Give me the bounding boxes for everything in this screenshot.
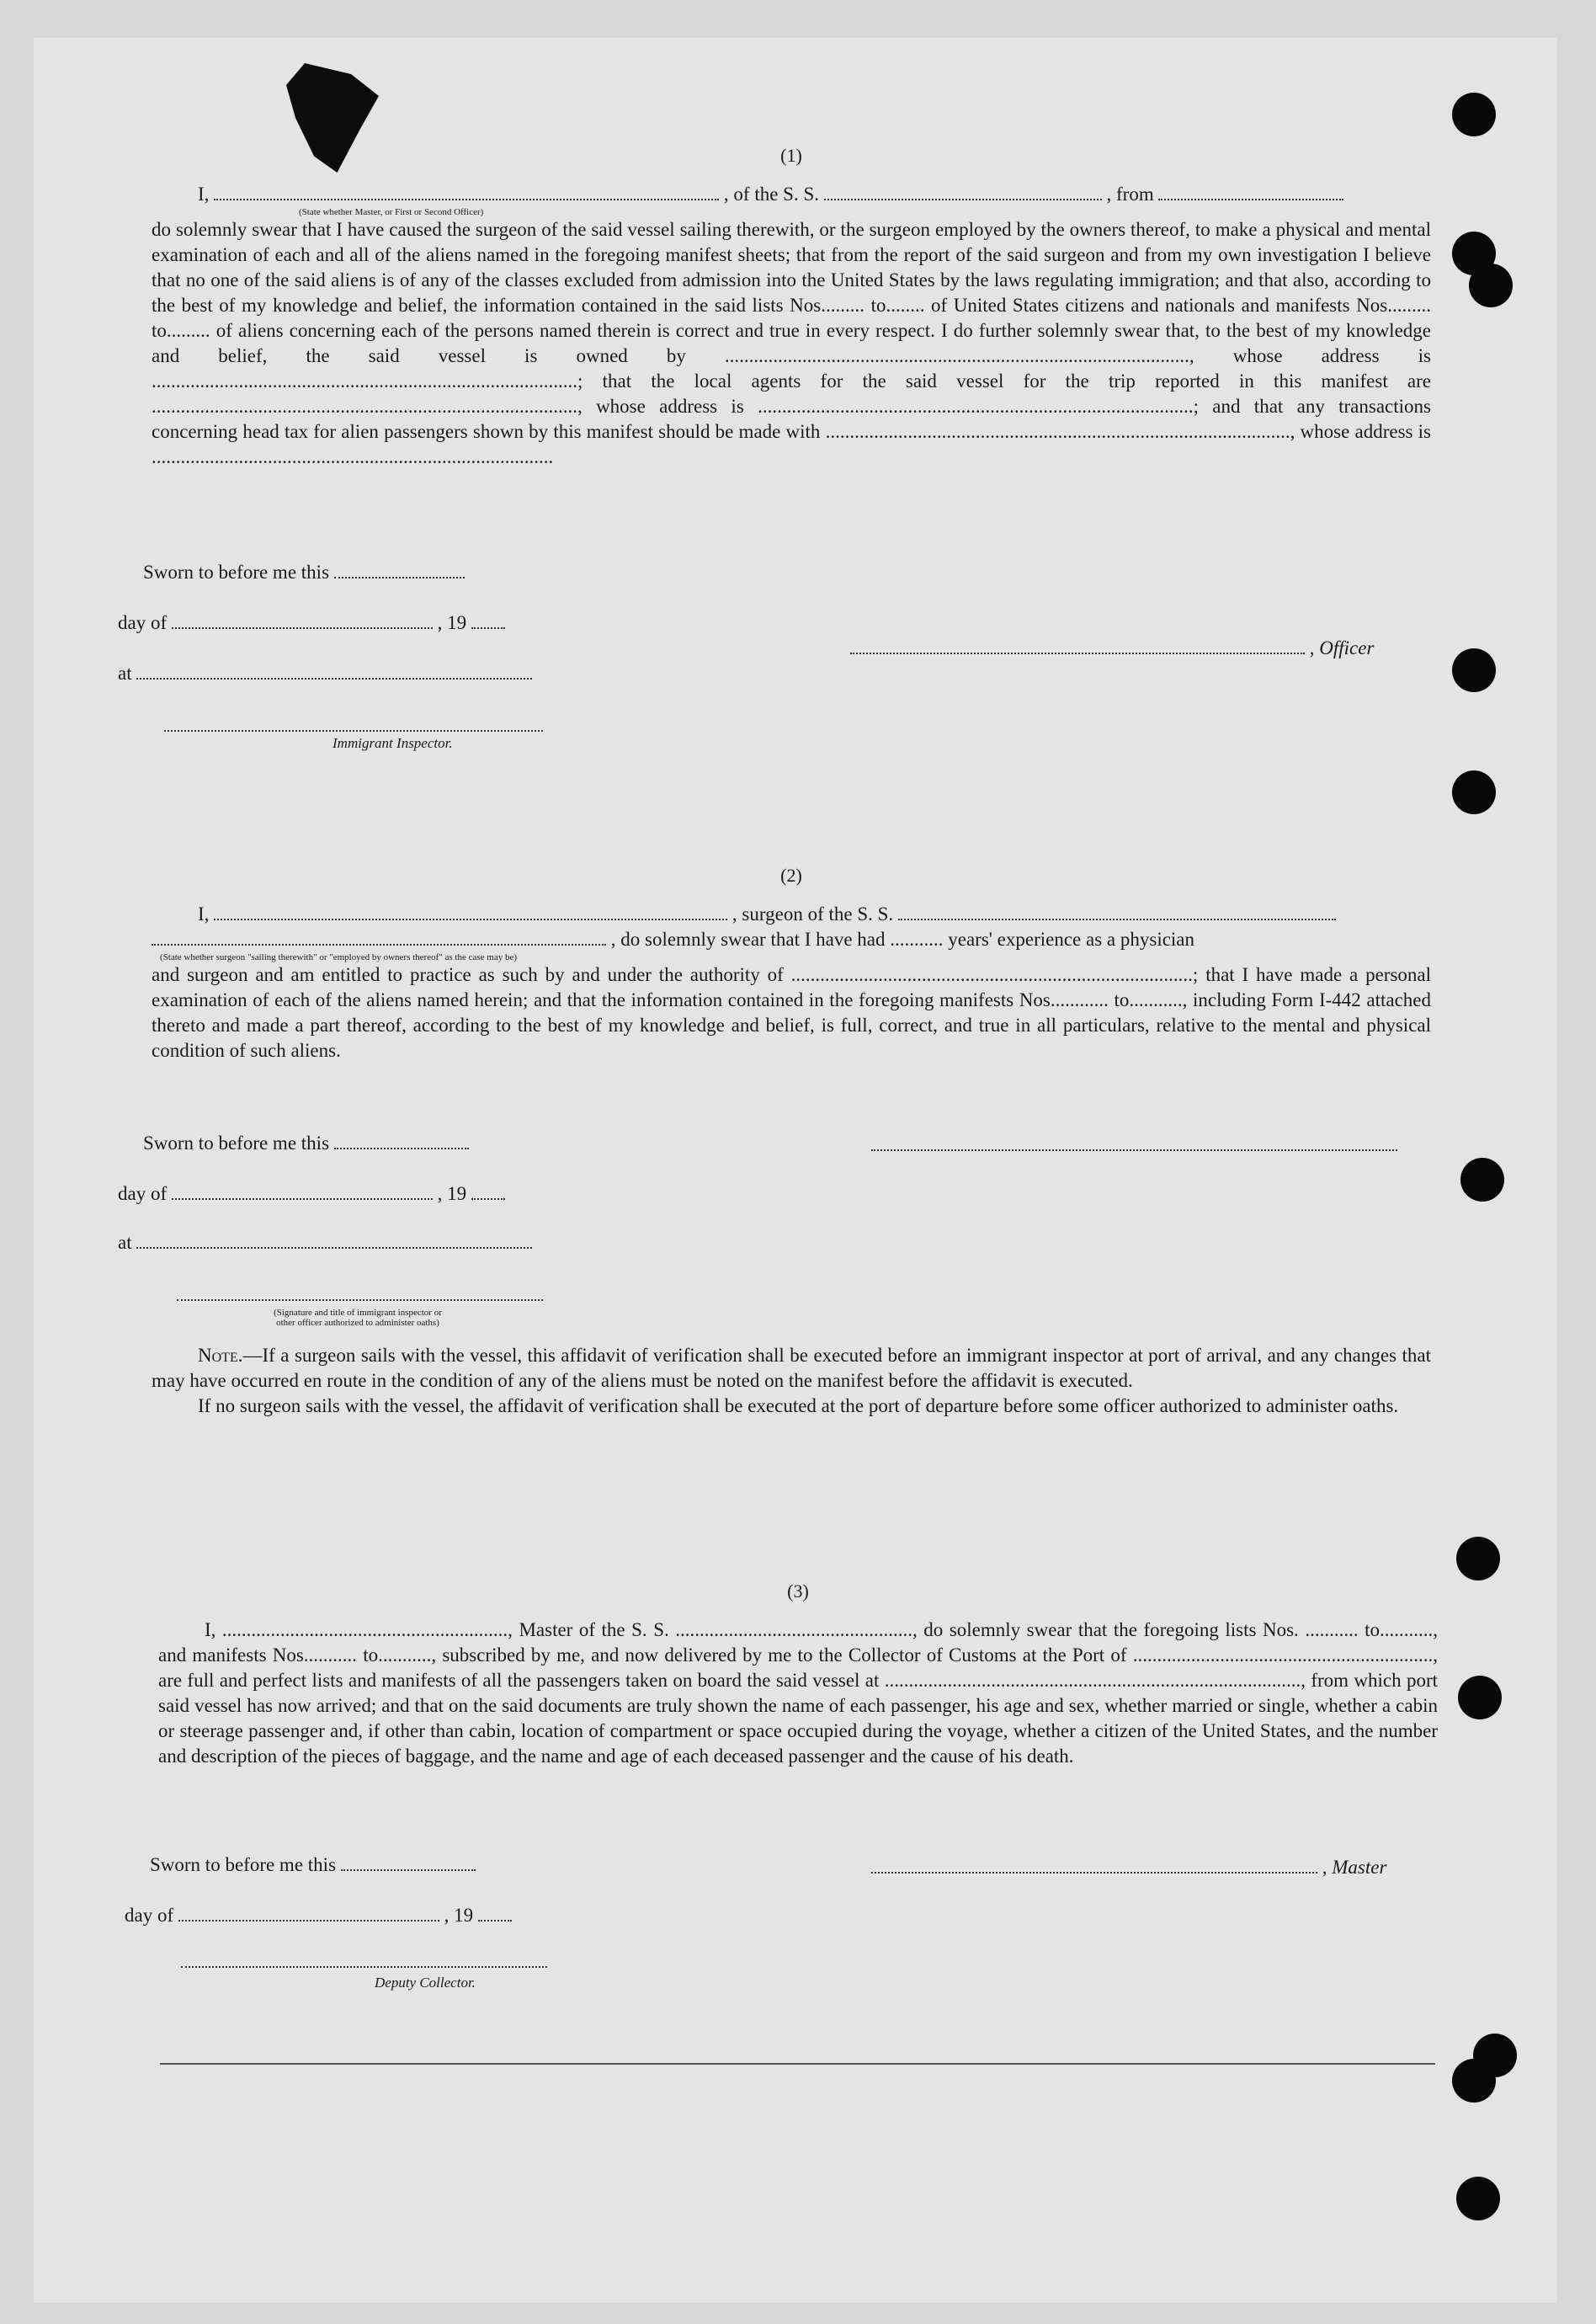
punch-hole xyxy=(1452,770,1496,814)
day-of-text: day of xyxy=(118,1183,168,1204)
day-of-label xyxy=(125,1905,512,1927)
officer-name-field[interactable] xyxy=(214,184,719,200)
punch-hole xyxy=(1460,1158,1504,1202)
inspector-signature-line[interactable] xyxy=(164,730,543,732)
punch-hole xyxy=(1473,2034,1517,2077)
at-text: at xyxy=(118,1232,132,1253)
punch-hole xyxy=(1456,1537,1500,1580)
inspector-signature-line[interactable] xyxy=(177,1299,543,1301)
vessel-name-field[interactable] xyxy=(898,903,1336,920)
sworn-date-field[interactable] xyxy=(334,1133,469,1149)
note-paragraph xyxy=(152,1343,1431,1394)
document-page xyxy=(34,38,1557,2303)
place-field[interactable] xyxy=(136,1232,532,1249)
sworn-text: Sworn to before me this xyxy=(150,1854,337,1875)
day-of-text: day of xyxy=(125,1905,174,1926)
section-2-body: and surgeon and am entitled to practice as such by and under the authority of ...................................................................................; that I have made a personal examination of each of the aliens named herein; and that the information contained in the foregoing manifests Nos............ to..........., including Form I-442 attached thereto and made a part thereof, according to the best of my knowledge and belief, is full, correct, and true in all particulars, relative to the mental and physical condition of such aliens. xyxy=(152,964,1431,1061)
section-2 xyxy=(152,863,1431,1063)
note-text: —If a surgeon sails with the vessel, this affidavit of verification shall be executed before an immigrant inspector at port of arrival, and any changes that may have occurred en route in the condition of any of the aliens must be noted on the manifest before the affidavit is executed. xyxy=(152,1345,1431,1391)
punch-hole xyxy=(1456,2177,1500,2220)
surgeon-name-field[interactable] xyxy=(214,903,727,920)
section-number: (1) xyxy=(780,145,802,166)
month-field[interactable] xyxy=(172,1183,433,1200)
year-text: , 19 xyxy=(444,1905,474,1926)
sworn-label xyxy=(143,1133,469,1154)
day-of-label xyxy=(118,612,505,634)
deputy-signature-line[interactable] xyxy=(181,1966,547,1968)
master-label: , Master xyxy=(1322,1857,1387,1878)
at-label xyxy=(118,663,532,685)
year-text: , 19 xyxy=(437,1183,467,1204)
officer-line xyxy=(152,182,1431,207)
origin-field[interactable] xyxy=(1158,184,1343,200)
section-1-body: do solemnly swear that I have caused the surgeon of the said vessel sailing therewith, or the surgeon employed by the owners thereof, to make a physical and mental examination of each and all of the aliens named in the foregoing manifest sheets; that from the report of the said surgeon and from my own investigation I believe that no one of the said aliens is of any of the classes excluded from admission into the United States by the laws regulating immigration; and that also, according to the best of my knowledge and belief, the information contained in the said lists Nos......... to........ of United States citizens and nationals and manifests Nos......... to......... of aliens concerning each of the persons named therein is correct and true in every respect. I do further solemnly swear that, to the best of my knowledge and belief, the said vessel is owned by ................................................................................................, whose address is ........................................................................................; that the local agents for the said vessel for the trip reported in this manifest are ........................................................................................, whose address is ..........................................................................................; and that any transactions concerning head tax for alien passengers shown by this manifest should be made with ................................................................................................, whose address is ................................................................................... xyxy=(152,219,1431,467)
vessel-name-field[interactable] xyxy=(824,184,1102,200)
punch-hole xyxy=(1458,1676,1502,1719)
officer-caption: (State whether Master, or First or Second Officer) xyxy=(299,207,484,217)
at-text: at xyxy=(118,663,132,684)
surgeon-of-label: , surgeon of the S. S. xyxy=(732,903,894,925)
solemnly-text: , do solemnly swear that I have had ........... years' experience as a physician xyxy=(610,929,1195,950)
month-field[interactable] xyxy=(178,1905,439,1922)
sworn-text: Sworn to before me this xyxy=(143,562,330,583)
sworn-date-field[interactable] xyxy=(334,562,465,578)
pronoun-label: I, xyxy=(198,184,210,205)
note-block xyxy=(152,1343,1431,1419)
officer-signature-field[interactable] xyxy=(850,637,1305,654)
section-3 xyxy=(158,1579,1438,1769)
section-1 xyxy=(152,143,1431,470)
from-label: , from xyxy=(1106,184,1154,205)
section-3-body: I, ..........................................................., Master of the S. S. ................................................., do solemnly swear that the foregoing lists Nos. ........... to..........., and manifests Nos........... to..........., subscribed by me, and now delivered by me to the Collector of Customs at the Port of .............................................................., are full and perfect lists and manifests of all the passengers taken on board the said vessel at ......................................................................................, from which port said vessel has now arrived; and that on the said documents are truly shown the name of each passenger, his age and sex, whether married or single, whether a cabin or steerage passenger and, if other than cabin, location of compartment or space occupied during the voyage, whether a citizen of the United States, and the number and description of the pieces of baggage, and the name and age of each deceased passenger and the cause of his death. xyxy=(158,1619,1438,1767)
year-field[interactable] xyxy=(471,612,505,629)
surgeon-status-field[interactable] xyxy=(152,929,606,946)
master-signature xyxy=(871,1857,1386,1879)
deputy-caption: Deputy Collector. xyxy=(375,1975,476,1991)
signature-caption xyxy=(189,1308,526,1328)
vessel-label: , of the S. S. xyxy=(723,184,820,205)
day-of-text: day of xyxy=(118,612,168,633)
punch-hole xyxy=(1469,264,1513,307)
pronoun-label: I, xyxy=(198,903,210,925)
surgeon-status-line xyxy=(152,927,1431,952)
section-number: (3) xyxy=(787,1580,809,1602)
sworn-text: Sworn to before me this xyxy=(143,1133,330,1154)
punch-hole xyxy=(1452,93,1496,136)
year-text: , 19 xyxy=(437,612,467,633)
signature-caption-line-1: (Signature and title of immigrant inspector or xyxy=(274,1308,442,1318)
year-field[interactable] xyxy=(471,1183,505,1200)
note-paragraph-2: If no surgeon sails with the vessel, the affidavit of verification shall be executed at the port of departure before some officer authorized to administer oaths. xyxy=(198,1395,1399,1416)
note-label: Note. xyxy=(198,1345,243,1366)
place-field[interactable] xyxy=(136,663,532,680)
at-label xyxy=(118,1232,532,1254)
section-number: (2) xyxy=(780,865,802,886)
surgeon-signature-line[interactable] xyxy=(871,1149,1397,1151)
punch-hole xyxy=(1452,648,1496,692)
officer-label: , Officer xyxy=(1309,637,1375,658)
day-of-label xyxy=(118,1183,505,1205)
divider xyxy=(160,2063,1435,2065)
surgeon-line xyxy=(152,902,1431,927)
master-signature-field[interactable] xyxy=(871,1857,1317,1874)
inspector-caption: Immigrant Inspector. xyxy=(332,735,453,751)
sworn-label xyxy=(143,562,465,584)
month-field[interactable] xyxy=(172,612,433,629)
sworn-label xyxy=(150,1854,476,1876)
year-field[interactable] xyxy=(478,1905,512,1922)
signature-caption-line-2: other officer authorized to administer oaths) xyxy=(276,1318,439,1328)
surgeon-caption: (State whether surgeon "sailing therewith" or "employed by owners thereof" as the case may be) xyxy=(160,952,518,962)
officer-signature xyxy=(850,637,1374,659)
sworn-date-field[interactable] xyxy=(341,1854,476,1871)
